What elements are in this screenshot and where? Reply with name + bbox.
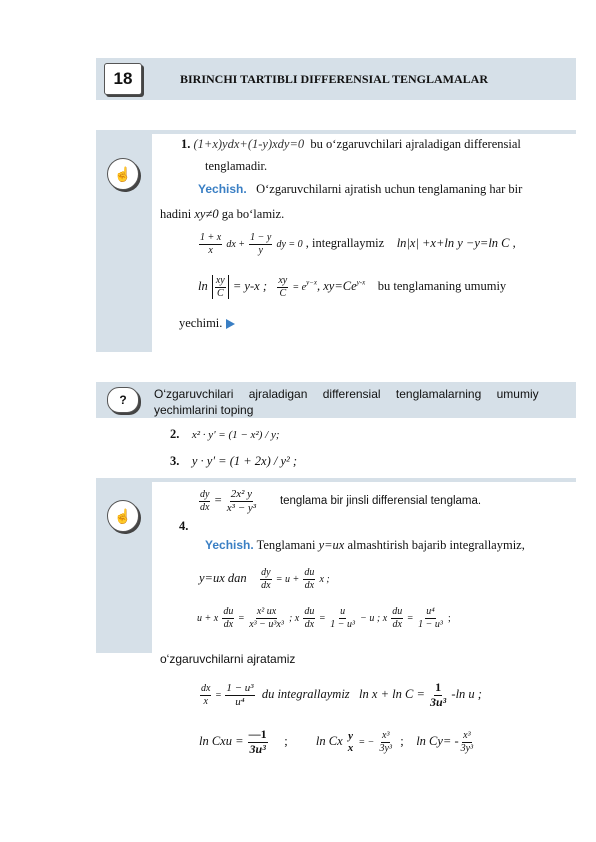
ex1-line1: 1. (1+x)ydx+(1-y)xdy=0 bu o‘zgaruvchilari ajraladigan differensial [181,137,521,151]
question-icon: ? [107,387,139,413]
ex4-line2: Yechish. Tenglamani y=ux almashtirish bajarib integrallaymiz, [205,538,525,552]
task-line2: yechimlarini toping [154,403,254,417]
ex4-line5: o‘zgaruvchilarni ajratamiz [160,652,296,666]
ex4-line4: u + x $\frac{du}{dx}$ = $\frac{\text{x² ux}}{\text{x³ − u³x³}}$ ; x $\frac{du}{dx}$ = $\frac{u}{\text{1 − u³}}$ − u ; x $\frac{du}{dx}$ = $\frac{\text{u⁴}}{\text{1 − u³}}$ ; [197,606,451,630]
ex1-line3: Yechish. O‘zgaruvchilarni ajratish uchun tenglamaning har bir [198,182,523,196]
ex1-formula1: $\frac{1 + x}{x}$ dx + $\frac{1 - y}{y}$ dy = 0 , integrallaymiz ln|x| +x+ln y −y=ln C , [200,232,516,256]
play-arrow-icon [226,319,235,329]
hand-icon: ☝ [107,500,139,532]
ex4-line6: $\frac{dx}{x}$ = $\frac{\text{1 − u³}}{\text{u⁴}}$ du integrallaymiz ln x + ln C = $\frac{1}{\text{3u³}}$ -ln u ; [201,680,482,709]
ex1-line6: yechimi. [179,317,235,330]
ex4-num: 4. [179,519,189,533]
ex4-line3: y=ux dan $\frac{dy}{dx}$ = u + $\frac{du}{dx}$ x ; [199,567,330,591]
example1-top-strip [96,130,576,134]
ex4-line1: $\frac{dy}{dx}$ = $\frac{\text{2x² y}}{\text{x³ − y³}}$ tenglama bir jinsli differensial tenglama. [200,488,482,514]
task-problem2: 2. x² · y' = (1 − x²) / y; [170,427,280,441]
ex1-line4: hadini xy≠0 ga bo‘lamiz. [160,207,285,221]
example4-top-strip [96,478,576,482]
task-line1: O‘zgaruvchilari ajraladigan differensial tenglamalarning umumiy [154,387,539,401]
hand-icon: ☝ [107,158,139,190]
task-problem3: 3. y · y' = (1 + 2x) / y² ; [170,454,298,468]
ex1-line2: tenglamadir. [205,159,268,173]
page-title: BIRINCHI TARTIBLI DIFFERENSIAL TENGLAMALAR [180,72,488,86]
ex1-formula2: ln $\frac{xy}{C}$ = y-x ; $\frac{xy}{C}$ = $e^{y-x}$, $xy=Ce^{y-x}$ bu tenglamaning umumiy [198,275,507,299]
page-number-box [104,63,142,95]
ex4-line7: ln Cxu = $\frac{—1}{\text{3u³}}$ ; ln Cx y x = − $\frac{\text{x³}}{\text{3y³}}$ ; ln Cy= - $\frac{\text{x³}}{\text{3y³}}$ [199,727,474,756]
page-number: 18 [113,69,133,88]
